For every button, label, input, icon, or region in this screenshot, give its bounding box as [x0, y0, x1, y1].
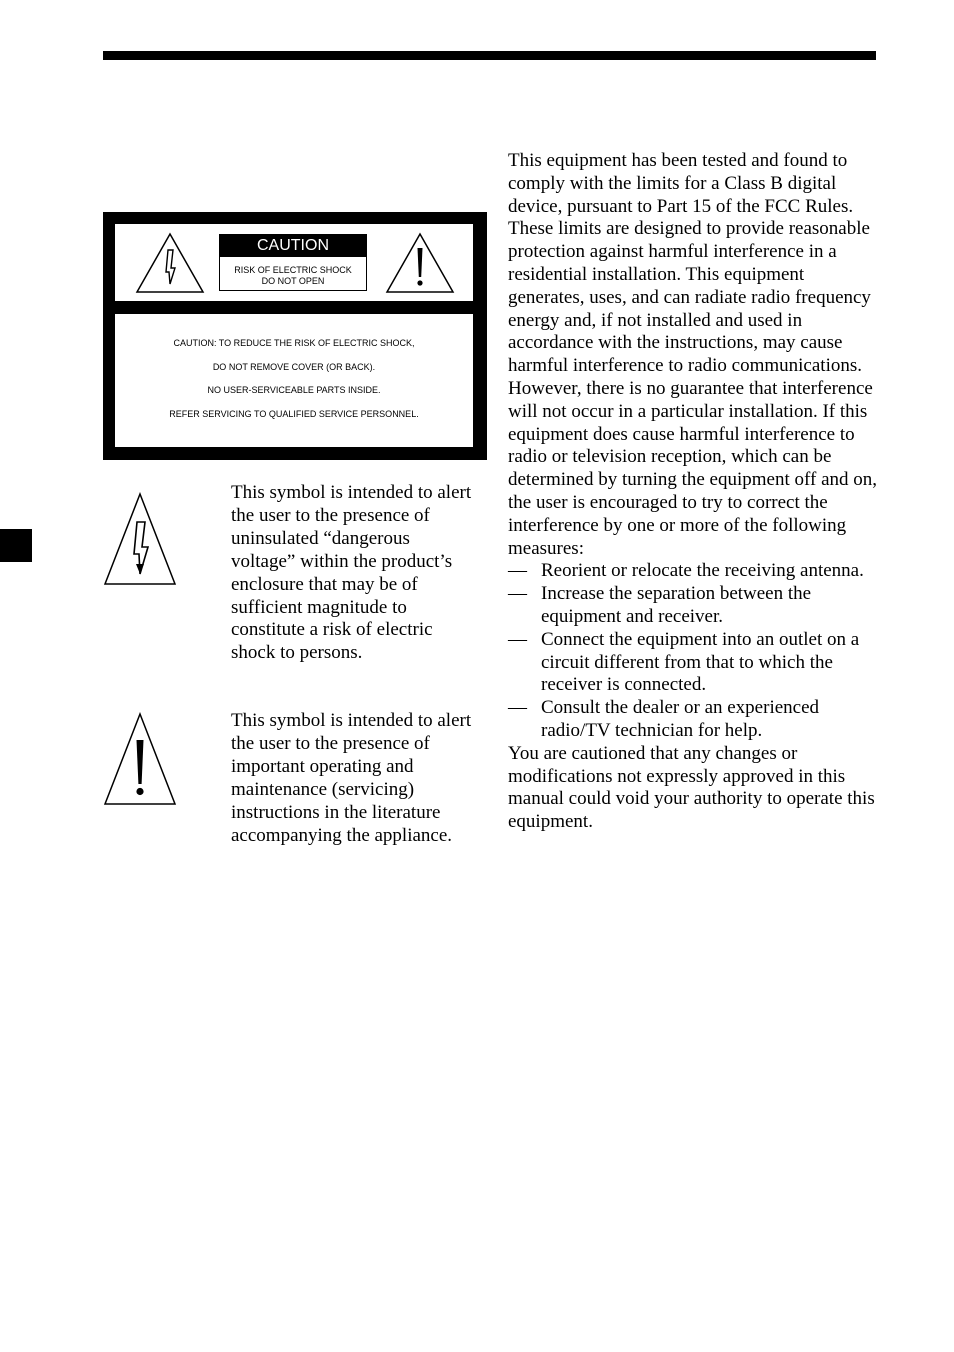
dash-bullet: — — [508, 560, 527, 582]
dash-bullet: — — [508, 697, 527, 719]
caution-label — [103, 212, 487, 460]
fcc-closing-paragraph: You are cautioned that any changes or modifications not expressly approved in this manual could void your authority to operate this equipment. — [508, 742, 875, 833]
caution-subtitle-line-1: RISK OF ELECTRIC SHOCK — [234, 265, 352, 275]
exclamation-symbol-description — [231, 710, 476, 847]
exclamation-symbol-text: This symbol is intended to alert the user to the presence of important operating and maintenance (servicing) instructions in the literature accompanying the appliance. — [231, 710, 472, 846]
top-rule — [103, 51, 876, 60]
exclamation-warning-icon — [385, 232, 455, 294]
caution-line: CAUTION: TO REDUCE THE RISK OF ELECTRIC SHOCK, — [173, 338, 415, 348]
dash-bullet: — — [508, 583, 527, 605]
caution-line: REFER SERVICING TO QUALIFIED SERVICE PERSONNEL. — [169, 408, 419, 419]
exclamation-warning-icon — [103, 712, 177, 806]
lightning-symbol-text: This symbol is intended to alert the user to the presence of uninsulated “dangerous voltage” within the product’s enclosure that may be of sufficient magnitude to constitute a risk of electric shock to persons. — [231, 482, 472, 664]
measure-text: Reorient or relocate the receiving antenna. — [541, 560, 864, 582]
fcc-intro-paragraph: This equipment has been tested and found to comply with the limits for a Class B digital device, pursuant to Part 15 of the FCC Rules. These limits are designed to provide reasonable protection against harmful interference in a residential installation. This equipment generates, uses, and can radiate radio frequency energy and, if not installed and used in accordance with the instructions, may cause harmful interference to radio communications. However, there is no guarantee that interference will not occur in a particular installation. If this equipment does cause harmful interference to radio or television reception, which can be determined by turning the equipment off and on, the user is encouraged to try to correct the interference by one or more of the following measures: — [508, 150, 878, 559]
caution-line: NO USER-SERVICEABLE PARTS INSIDE. — [207, 385, 381, 396]
fcc-measures-list — [508, 560, 878, 742]
dash-bullet: — — [508, 628, 527, 650]
lightning-warning-icon — [103, 492, 177, 586]
measure-text: Connect the equipment into an outlet on a circuit different from that to which the receiver is connected. — [541, 628, 860, 696]
fcc-statement — [508, 150, 878, 834]
measure-text: Increase the separation between the equipment and receiver. — [541, 583, 812, 627]
caution-subtitle-line-2: DO NOT OPEN — [261, 276, 325, 286]
lightning-warning-icon — [135, 232, 205, 294]
section-tab-marker — [0, 529, 32, 562]
list-item — [508, 560, 878, 583]
list-item — [508, 697, 878, 743]
caution-title: CAUTION — [220, 235, 366, 257]
caution-line: DO NOT REMOVE COVER (OR BACK). — [212, 361, 376, 372]
list-item — [508, 583, 878, 629]
caution-label-top-panel — [115, 224, 473, 301]
lightning-symbol-description — [231, 482, 476, 665]
caution-label-bottom-panel — [115, 314, 473, 447]
caution-title-box — [219, 234, 367, 291]
list-item — [508, 629, 878, 697]
measure-text: Consult the dealer or an experienced radio/TV technician for help. — [541, 697, 820, 741]
